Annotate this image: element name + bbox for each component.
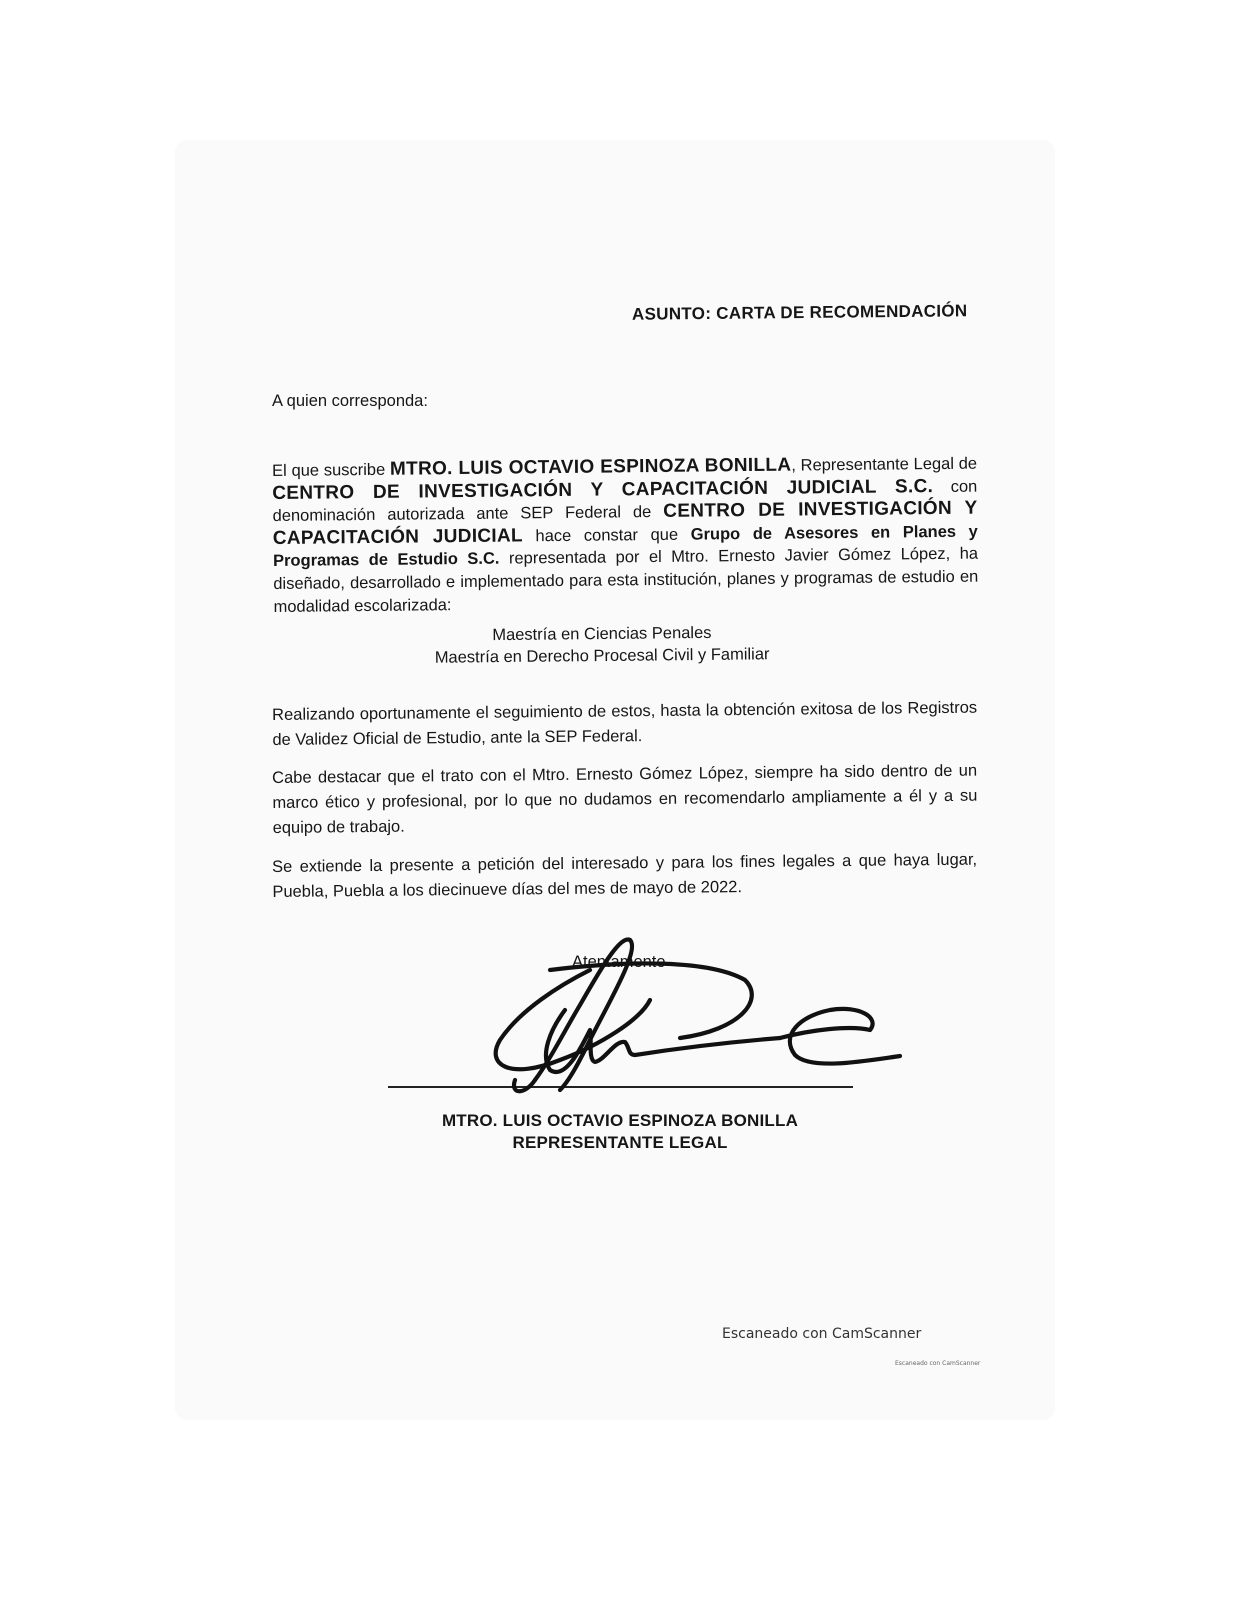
intro-text-5: representada por el Mtro. Ernesto Javier Gómez López, ha diseñado, desarrollado e implementado para esta institución, planes y programas de estudio en modalidad escolarizada: (273, 544, 979, 616)
intro-institution-name: CENTRO DE INVESTIGACIÓN Y CAPACITACIÓN JUDICIAL S.C. (272, 475, 934, 504)
intro-text-3: con denominación autorizada ante SEP Federal de (272, 477, 978, 526)
letter-salutation: A quien corresponda: (272, 392, 428, 410)
program-item: Maestría en Ciencias Penales (492, 623, 712, 645)
paragraph-follow-up: Realizando oportunamente el seguimiento de estos, hasta la obtención exitosa de los Registros de Validez Oficial de Estudio, ante la SEP Federal. (272, 698, 978, 749)
paragraph-recommendation: Cabe destacar que el trato con el Mtro. Ernesto Gómez López, siempre ha sido dentro de un marco ético y profesional, por lo que no dudamos en recomendarlo ampliamente a él y a su equipo de trabajo. (272, 761, 978, 837)
letter-page (272, 0, 977, 1618)
program-item: Maestría en Derecho Procesal Civil y Familiar (434, 645, 770, 667)
intro-signer-name: MTRO. LUIS OCTAVIO ESPINOZA BONILLA (389, 454, 792, 480)
intro-text-2: , Representante Legal de (791, 454, 978, 475)
letter-subject: ASUNTO: CARTA DE RECOMENDACIÓN (631, 301, 968, 324)
intro-institution-name-sep: CENTRO DE INVESTIGACIÓN Y CAPACITACIÓN JUDICIAL (272, 497, 978, 549)
signer-block (360, 1110, 880, 1154)
signer-name: MTRO. LUIS OCTAVIO ESPINOZA BONILLA (441, 1111, 799, 1130)
camscanner-watermark: Escaneado con CamScanner (722, 1326, 922, 1342)
signer-title: REPRESENTANTE LEGAL (512, 1133, 728, 1152)
intro-text-4: hace constar que (522, 525, 691, 546)
camscanner-watermark-small: Escaneado con CamScanner (895, 1360, 981, 1367)
intro-group-name: Grupo de Asesores en Planes y Programas de Estudio S.C. (272, 522, 978, 571)
programs-list (272, 620, 932, 671)
handwritten-signature (480, 930, 920, 1105)
intro-text-1: El que suscribe (272, 460, 391, 480)
paragraph-introduction (272, 453, 979, 619)
closing-word: Atentamente (572, 953, 666, 971)
paragraph-closing-statement: Se extiende la presente a petición del interesado y para los fines legales a que haya lugar, Puebla, Puebla a los diecinueve días del mes de mayo de 2022. (272, 850, 978, 901)
